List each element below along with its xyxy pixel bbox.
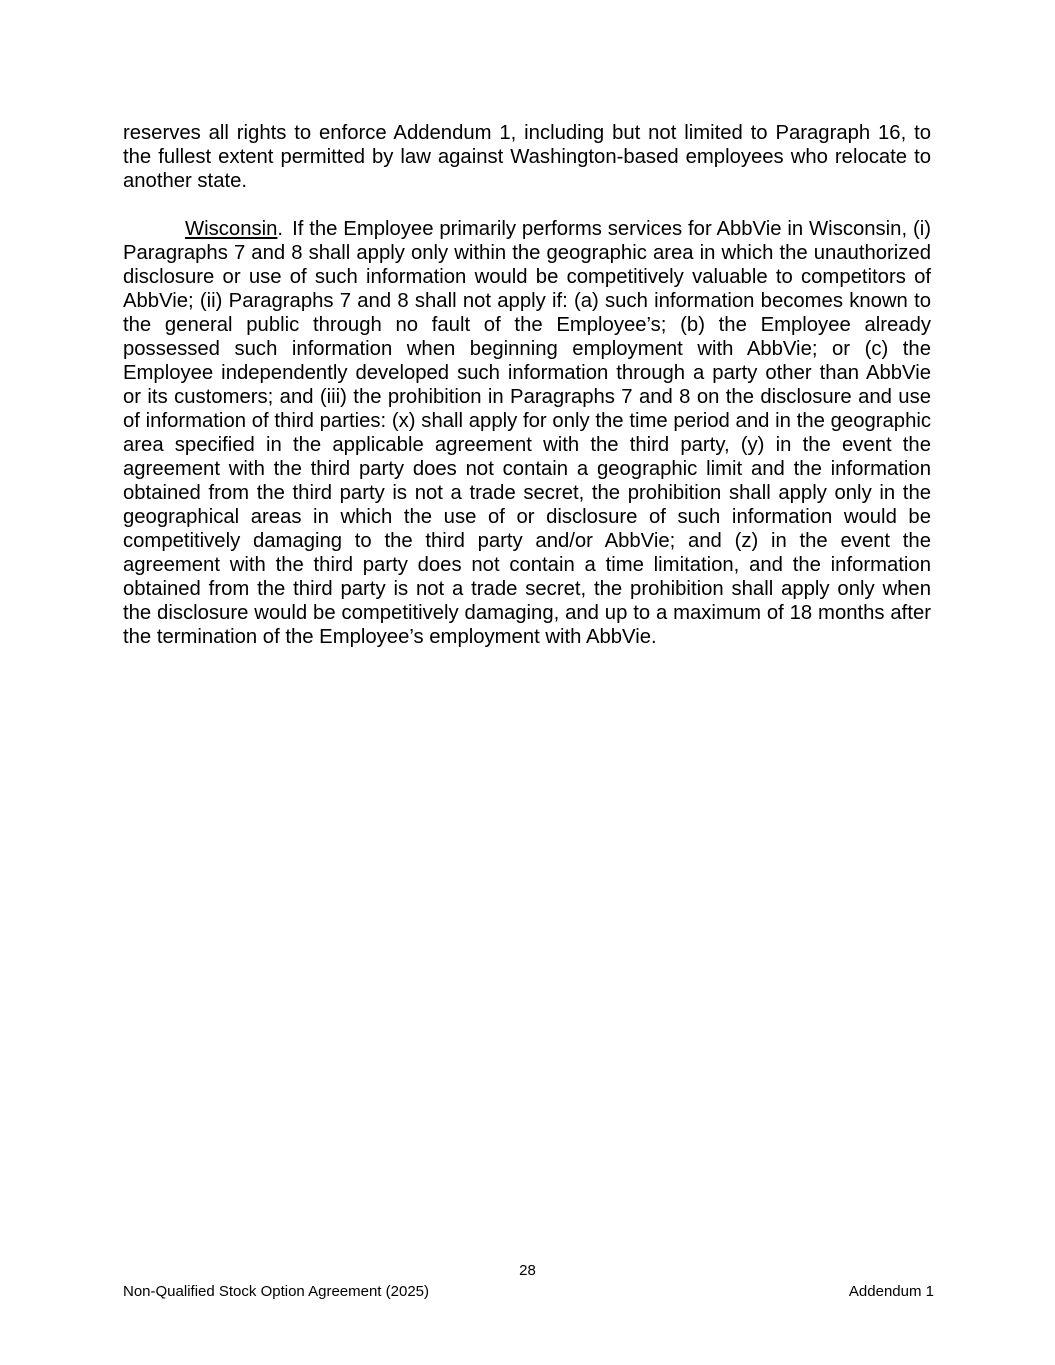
- paragraph-wisconsin: [123, 217, 931, 649]
- wisconsin-paragraph-text: If the Employee primarily performs services for AbbVie in Wisconsin, (i) Paragraphs 7 and 8 shall apply only within the geographic area in which the unauthorized disclosure or use of such information would be competitively valuable to competitors of AbbVie; (ii) Paragraphs 7 and 8 shall not apply if: (a) such information becomes known to the general public through no fault of the Employee’s; (b) the Employee already possessed such information when beginning employment with AbbVie; or (c) the Employee independently developed such information through a party other than AbbVie or its customers; and (iii) the prohibition in Paragraphs 7 and 8 on the disclosure and use of information of third parties: (x) shall apply for only the time period and in the geographic area specified in the applicable agreement with the third party, (y) in the event the agreement with the third party does not contain a geographic limit and the information obtained from the third party is not a trade secret, the prohibition shall apply only in the geographical areas in which the use of or disclosure of such information would be competitively damaging to the third party and/or AbbVie; and (z) in the event the agreement with the third party does not contain a time limitation, and the information obtained from the third party is not a trade secret, the prohibition shall apply only when the disclosure would be competitively damaging, and up to a maximum of 18 months after the termination of the Employee’s employment with AbbVie.: [123, 218, 931, 648]
- page-footer: [123, 1283, 934, 1301]
- wisconsin-heading-punctuation: .: [277, 218, 284, 240]
- paragraph-washington-continuation: reserves all rights to enforce Addendum 1, including but not limited to Paragraph 16, to the fullest extent permitted by law against Washington-based employees who relocate to another state.: [123, 122, 931, 192]
- footer-document-title: Non-Qualified Stock Option Agreement (2025): [123, 1283, 429, 1300]
- document-body: [123, 121, 931, 649]
- wisconsin-section-heading: Wisconsin: [185, 218, 278, 240]
- footer-addendum-label: Addendum 1: [848, 1283, 934, 1300]
- page-number: 28: [519, 1262, 536, 1279]
